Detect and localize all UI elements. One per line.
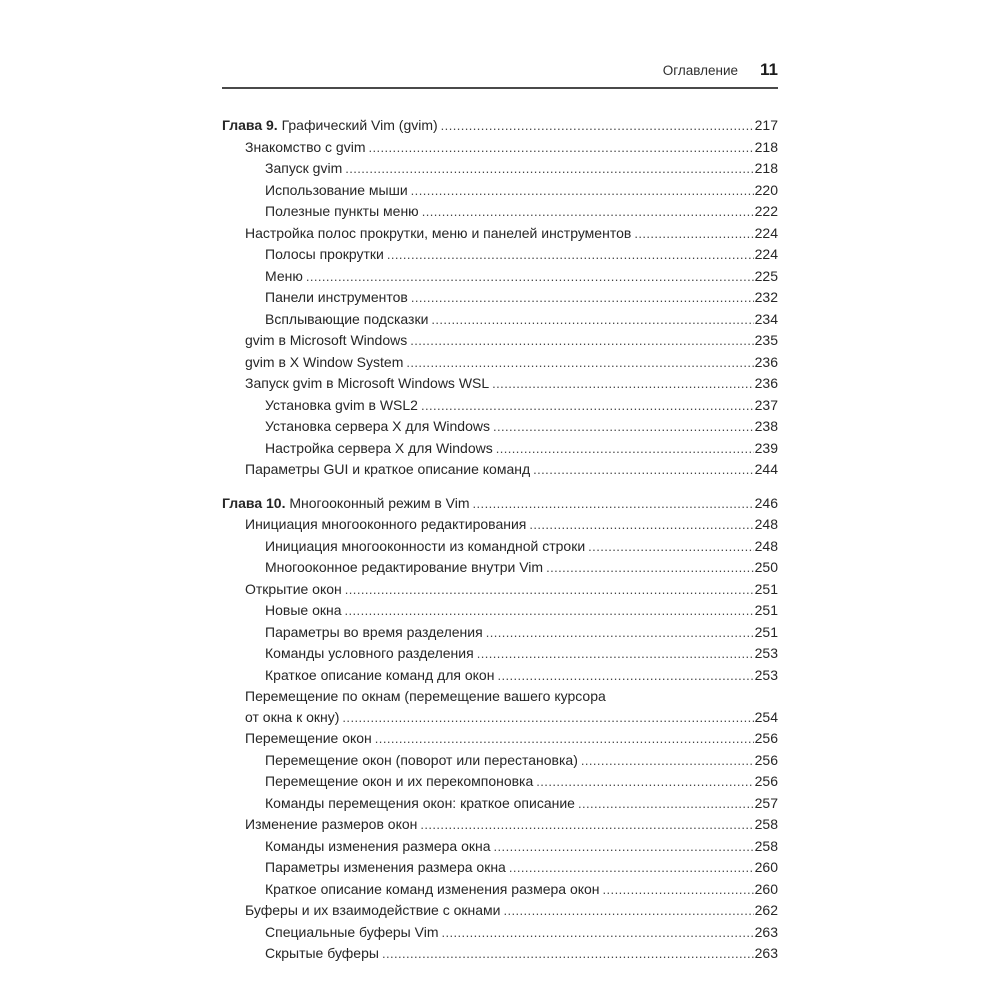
toc-entry (222, 395, 778, 417)
dot-leader (411, 180, 754, 202)
toc-entry-title: Инициация многооконности из командной строки (265, 537, 586, 554)
toc-entry (222, 416, 778, 438)
dot-leader (375, 728, 754, 750)
toc-entry-title: Настройка сервера X для Windows (265, 439, 493, 456)
toc-chapter-title-text: Многооконный режим в Vim (289, 494, 470, 511)
toc-entry-page: 239 (754, 439, 778, 456)
dot-leader (441, 115, 754, 137)
toc-chapter-page: 217 (754, 117, 778, 133)
dot-leader (410, 330, 753, 352)
toc-entry (222, 836, 778, 858)
toc-entry (222, 223, 778, 245)
toc-chapter-page: 246 (754, 494, 778, 511)
toc-entry (222, 352, 778, 374)
dot-leader (509, 857, 754, 879)
toc-entry (222, 137, 778, 159)
toc-entry-page: 258 (754, 837, 778, 854)
dot-leader (578, 793, 754, 815)
toc-entry-page: 260 (754, 880, 778, 897)
toc-entry-page: 244 (754, 461, 778, 477)
toc-entry-title: Новые окна (265, 602, 342, 618)
toc-entry-title: Установка gvim в WSL2 (265, 396, 418, 413)
toc-entry (222, 600, 778, 622)
dot-leader (477, 643, 754, 665)
toc-entry (222, 438, 778, 460)
toc-chapter (222, 115, 778, 481)
toc-entry-page: 256 (754, 773, 778, 789)
dot-leader (503, 900, 753, 922)
dot-leader (588, 536, 753, 558)
toc-entry (222, 686, 778, 707)
dot-leader (496, 438, 754, 460)
dot-leader (603, 879, 754, 901)
toc-entry-title: Меню (265, 267, 303, 284)
toc-entry-page: 224 (754, 224, 778, 241)
toc-entry-title: Всплывающие подсказки (265, 310, 429, 327)
toc-entry-page: 263 (754, 945, 778, 961)
toc-entry-title: Запуск gvim в Microsoft Windows WSL (245, 375, 490, 391)
dot-leader (382, 943, 754, 965)
toc-entry-title: Перемещение окон и их перекомпоновка (265, 773, 534, 789)
dot-leader (345, 158, 753, 180)
toc-entry-page: 218 (754, 138, 778, 155)
toc-entry-page: 235 (754, 332, 778, 348)
toc-entry (222, 728, 778, 750)
dot-leader (546, 557, 754, 579)
toc-entry-title: Инициация многооконного редактирования (245, 516, 527, 532)
toc-entry (222, 201, 778, 223)
toc-entry (222, 579, 778, 601)
toc-entry-page: 251 (754, 623, 778, 640)
toc-entry-page: 236 (754, 375, 778, 391)
toc-entry-page: 253 (754, 645, 778, 661)
toc-entry-title: Команды условного разделения (265, 645, 474, 661)
toc-entry-title: gvim в Microsoft Windows (245, 332, 408, 348)
toc-chapter-label: Глава 10. (222, 494, 290, 511)
toc-entry-title: Панели инструментов (265, 289, 408, 305)
toc-entry-page: 236 (754, 353, 778, 370)
toc-entry (222, 643, 778, 665)
toc-entry-title: Параметры во время разделения (265, 623, 483, 640)
dot-leader (431, 309, 753, 331)
toc-entry-title: Параметры GUI и краткое описание команд (245, 461, 531, 477)
running-title: Оглавление (662, 63, 739, 78)
page-number: 11 (760, 60, 778, 79)
toc-entry-title: Полосы прокрутки (265, 246, 384, 262)
toc-chapter (222, 493, 778, 965)
dot-leader (486, 622, 754, 644)
dot-leader (345, 579, 754, 601)
toc-entry-title: Краткое описание команд для окон (265, 666, 495, 683)
toc-entry (222, 287, 778, 309)
dot-leader (497, 665, 753, 687)
toc-entry (222, 771, 778, 793)
toc-entry (222, 814, 778, 836)
dot-leader (422, 201, 754, 223)
toc-entry-title: gvim в X Window System (245, 353, 404, 370)
toc-entry (222, 857, 778, 879)
toc-entry-page: 257 (754, 794, 778, 811)
toc-entry-title: Установка сервера X для Windows (265, 418, 490, 434)
toc-entry-page: 237 (754, 396, 778, 413)
toc-entry (222, 373, 778, 395)
toc-entry-page: 238 (754, 418, 778, 434)
toc-chapter-heading (222, 115, 778, 137)
toc-entry-page: 262 (754, 902, 778, 918)
table-of-contents (222, 115, 778, 965)
toc-entry-title: Использование мыши (265, 181, 408, 198)
dot-leader (345, 600, 754, 622)
toc-entry (222, 943, 778, 965)
toc-entry-title: Скрытые буферы (265, 945, 379, 961)
toc-entry-page: 260 (754, 859, 778, 875)
toc-entry-title: Запуск gvim (265, 160, 343, 176)
dot-leader (406, 352, 753, 374)
toc-entry-page: 253 (754, 666, 778, 683)
toc-entry-title: Буферы и их взаимодействие с окнами (245, 902, 501, 918)
toc-entry-page: 258 (754, 816, 778, 832)
toc-entry (222, 750, 778, 772)
toc-entry (222, 266, 778, 288)
toc-chapter-heading (222, 493, 778, 515)
toc-entry (222, 514, 778, 536)
toc-entry-title: Команды изменения размера окна (265, 837, 491, 854)
dot-leader (368, 137, 753, 159)
toc-entry (222, 244, 778, 266)
toc-entry-title: от окна к окну) (245, 708, 340, 725)
dot-leader (473, 493, 754, 515)
toc-entry-page: 232 (754, 289, 778, 305)
toc-entry-page: 248 (754, 537, 778, 554)
page-header (222, 60, 778, 89)
toc-entry-continuation (222, 707, 778, 729)
toc-entry-page: 254 (754, 708, 778, 725)
dot-leader (306, 266, 754, 288)
dot-leader (420, 814, 753, 836)
toc-entry-title: Открытие окон (245, 580, 342, 597)
toc-entry-title: Перемещение окон (поворот или перестановка) (265, 751, 578, 768)
toc-entry-title: Команды перемещения окон: краткое описание (265, 794, 575, 811)
dot-leader (494, 836, 754, 858)
toc-entry-title: Параметры изменения размера окна (265, 859, 506, 875)
toc-entry-page: 251 (754, 602, 778, 618)
toc-entry-page: 256 (754, 751, 778, 768)
toc-entry-page: 256 (754, 730, 778, 746)
toc-entry-page: 225 (754, 267, 778, 284)
toc-entry-title: Настройка полос прокрутки, меню и панелей инструментов (245, 224, 632, 241)
toc-entry-title: Перемещение окон (245, 730, 372, 746)
dot-leader (533, 459, 754, 481)
toc-entry (222, 158, 778, 180)
dot-leader (536, 771, 753, 793)
toc-entry-page: 218 (754, 160, 778, 176)
toc-entry-page: 224 (754, 246, 778, 262)
toc-entry (222, 922, 778, 944)
toc-entry-page: 250 (754, 559, 778, 575)
toc-entry (222, 536, 778, 558)
dot-leader (581, 750, 754, 772)
toc-entry-page: 234 (754, 310, 778, 327)
dot-leader (411, 287, 754, 309)
toc-entry-title: Перемещение по окнам (перемещение вашего курсора (245, 688, 606, 704)
dot-leader (387, 244, 754, 266)
toc-entry (222, 330, 778, 352)
toc-entry (222, 793, 778, 815)
toc-chapter-title (222, 493, 470, 514)
toc-entry-page: 220 (754, 181, 778, 198)
toc-entry-title: Знакомство с gvim (245, 138, 366, 155)
toc-entry (222, 665, 778, 687)
toc-entry-title: Специальные буферы Vim (265, 923, 439, 940)
dot-leader (493, 416, 754, 438)
toc-chapter-title (222, 115, 438, 136)
toc-entry-page: 248 (754, 516, 778, 532)
toc-entry-title: Многооконное редактирование внутри Vim (265, 559, 544, 575)
toc-entry-title: Краткое описание команд изменения размера окон (265, 880, 600, 897)
dot-leader (342, 707, 753, 729)
toc-entry (222, 900, 778, 922)
dot-leader (421, 395, 754, 417)
dot-leader (634, 223, 753, 245)
toc-entry (222, 309, 778, 331)
toc-entry (222, 879, 778, 901)
toc-entry-page: 222 (754, 203, 778, 219)
dot-leader (492, 373, 753, 395)
toc-entry-page: 263 (754, 923, 778, 940)
dot-leader (529, 514, 753, 536)
toc-entry-page: 251 (754, 580, 778, 597)
dot-leader (442, 922, 754, 944)
toc-entry (222, 557, 778, 579)
toc-entry (222, 622, 778, 644)
toc-entry-title: Изменение размеров окон (245, 816, 418, 832)
toc-entry (222, 180, 778, 202)
toc-entry (222, 459, 778, 481)
toc-entry-title: Полезные пункты меню (265, 203, 419, 219)
book-page (222, 60, 778, 965)
toc-chapter-title-text: Графический Vim (gvim) (281, 117, 438, 133)
toc-chapter-label: Глава 9. (222, 117, 282, 133)
